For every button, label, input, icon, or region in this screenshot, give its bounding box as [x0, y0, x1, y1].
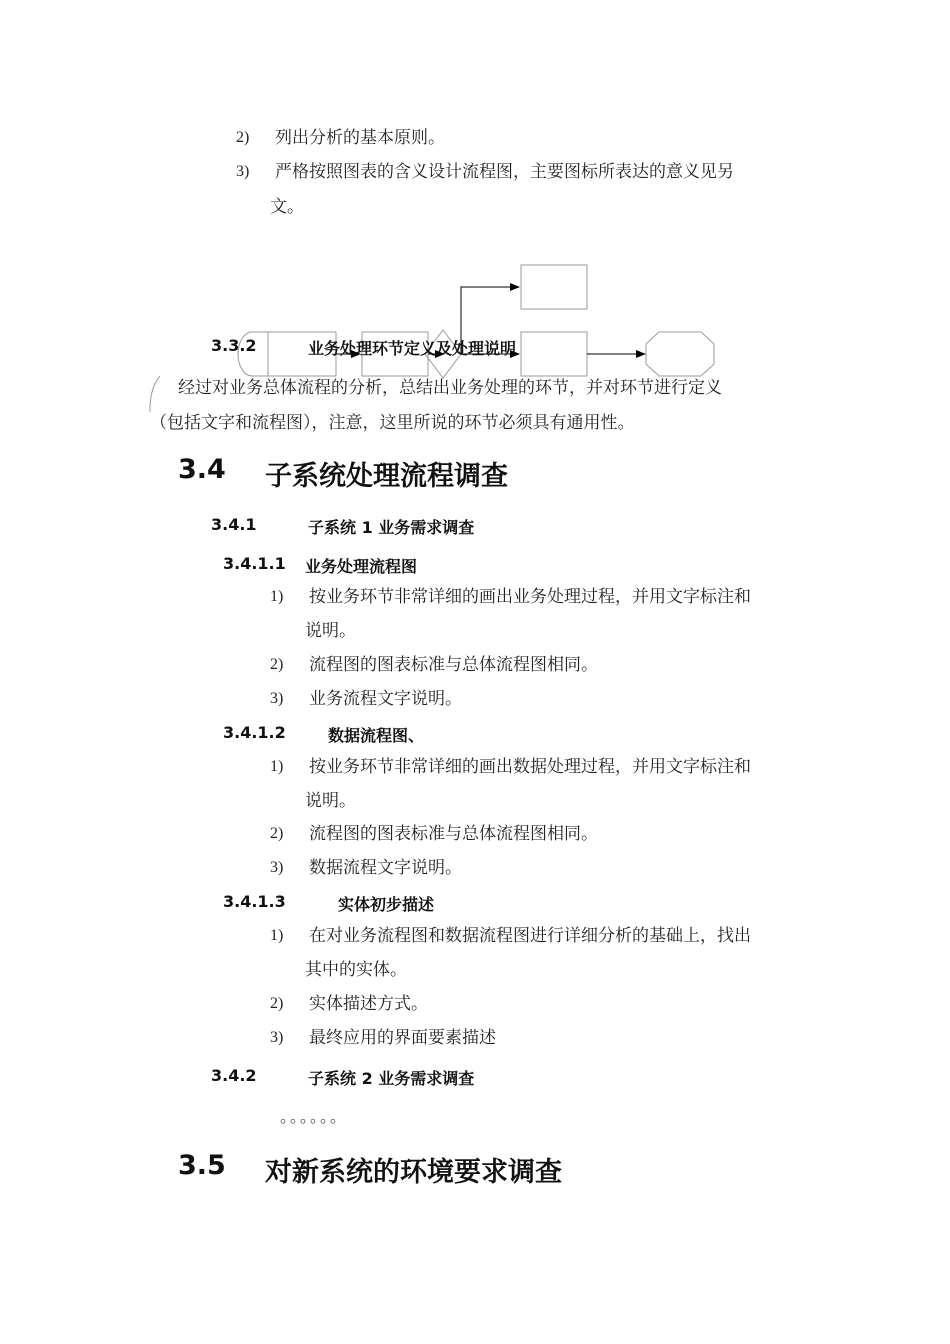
list-text-continuation: 说明。 [305, 621, 356, 641]
section-number: 3.4.1.3 [223, 892, 286, 911]
list-number: 2) [270, 656, 284, 673]
ellipsis-text: 。。。。。。 [280, 1107, 349, 1126]
list-number: 2) [236, 129, 250, 146]
section-title: 子系统 1 业务需求调查 [308, 518, 475, 537]
list-number: 3) [236, 163, 250, 180]
section-title: 数据流程图、 [328, 726, 425, 745]
list-text: 最终应用的界面要素描述 [309, 1028, 496, 1048]
section-title: 对新系统的环境要求调查 [265, 1157, 562, 1188]
section-title: 子系统处理流程调查 [265, 461, 508, 492]
list-item [0, 586, 950, 610]
list-text: 数据流程文字说明。 [309, 858, 462, 878]
list-text-continuation: 其中的实体。 [305, 960, 407, 980]
section-heading-3-4-1-1 [223, 554, 623, 576]
list-item [0, 756, 950, 780]
list-text: 按业务环节非常详细的画出数据处理过程，并用文字标注和 [309, 757, 751, 777]
section-heading-3-5 [178, 1150, 678, 1186]
list-text: 列出分析的基本原则。 [275, 128, 445, 148]
section-heading-3-4-2 [211, 1066, 611, 1088]
list-item [0, 823, 950, 847]
list-text: 流程图的图表标准与总体流程图相同。 [309, 655, 598, 675]
section-title: 业务处理环节定义及处理说明 [308, 339, 517, 358]
list-text-continuation: 文。 [270, 197, 304, 217]
section-number: 3.4.1.1 [223, 554, 286, 573]
section-heading-3-4 [178, 454, 678, 490]
list-number: 1) [270, 758, 284, 775]
section-number: 3.5 [178, 1150, 226, 1181]
list-text: 流程图的图表标准与总体流程图相同。 [309, 824, 598, 844]
list-number: 1) [270, 927, 284, 944]
section-number: 3.4 [178, 454, 226, 485]
list-number: 3) [270, 859, 284, 876]
section-number: 3.4.1.2 [223, 723, 286, 742]
section-heading-3-4-1-3 [223, 892, 623, 914]
list-item [0, 857, 950, 881]
list-text: 业务流程文字说明。 [309, 689, 462, 709]
list-item [0, 654, 950, 678]
list-item [0, 1027, 950, 1051]
list-text: 在对业务流程图和数据流程图进行详细分析的基础上，找出 [309, 926, 751, 946]
list-number: 2) [270, 995, 284, 1012]
flowchart-process-box [521, 265, 587, 309]
section-title: 子系统 2 业务需求调查 [308, 1069, 475, 1088]
paragraph-line: （包括文字和流程图），注意，这里所说的环节必须具有通用性。 [150, 413, 635, 433]
section-title: 实体初步描述 [338, 895, 435, 914]
section-number: 3.3.2 [211, 336, 257, 355]
section-heading-3-4-1-2 [223, 723, 623, 745]
flowchart-decoration-arc [150, 376, 160, 412]
list-number: 1) [270, 588, 284, 605]
list-item [0, 925, 950, 949]
section-heading-3-3-2 [211, 336, 711, 358]
paragraph-line: 经过对业务总体流程的分析，总结出业务处理的环节，并对环节进行定义 [178, 378, 722, 398]
list-text: 实体描述方式。 [309, 994, 428, 1014]
list-text: 按业务环节非常详细的画出业务处理过程，并用文字标注和 [309, 587, 751, 607]
section-title: 业务处理流程图 [305, 557, 418, 576]
list-text-continuation: 说明。 [305, 791, 356, 811]
list-item [0, 688, 950, 712]
list-number: 3) [270, 1029, 284, 1046]
list-number: 2) [270, 825, 284, 842]
list-number: 3) [270, 690, 284, 707]
section-number: 3.4.2 [211, 1066, 257, 1085]
list-text: 严格按照图表的含义设计流程图，主要图标所表达的意义见另 [275, 162, 734, 182]
section-heading-3-4-1 [211, 515, 611, 537]
list-item [0, 993, 950, 1017]
section-number: 3.4.1 [211, 515, 257, 534]
